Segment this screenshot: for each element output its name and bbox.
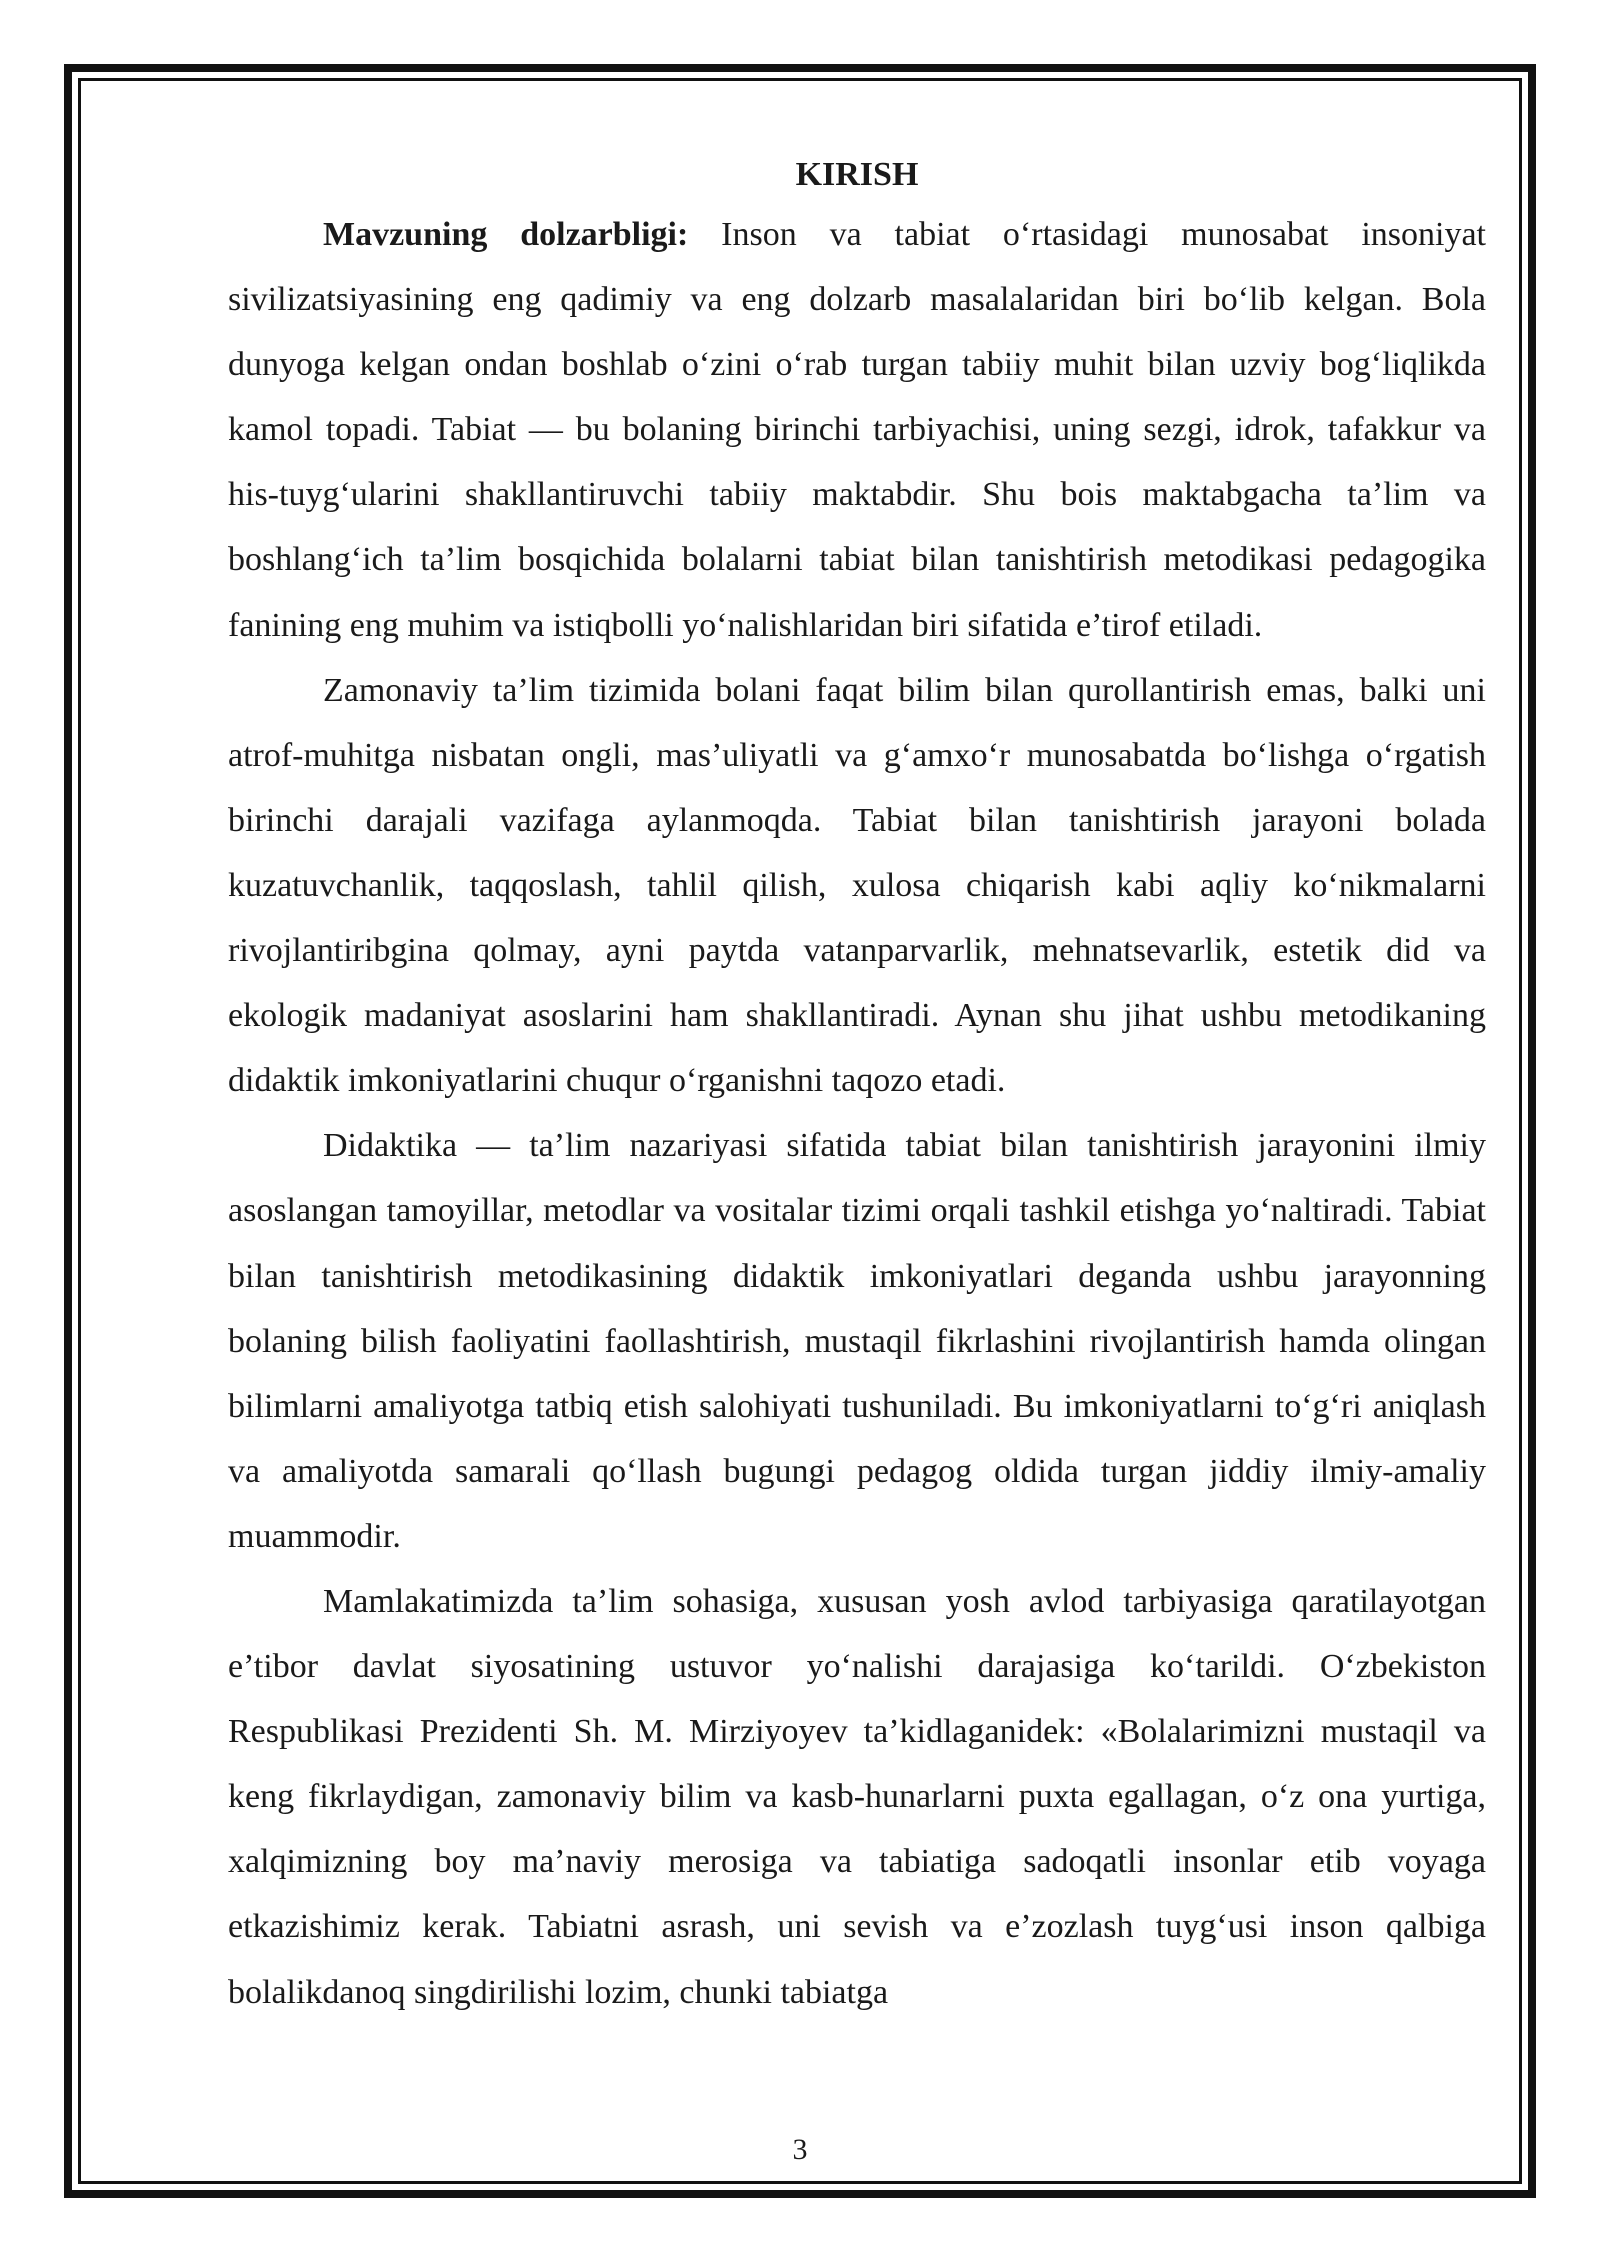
page-content (228, 148, 1486, 2025)
page-number: 3 (792, 2133, 808, 2166)
paragraph-didactics: Didaktika — ta’lim nazariyasi sifatida tabiat bilan tanishtirish jarayonini ilmiy asoslangan tamoyillar, metodlar va vositalar tizimi orqali tashkil etishga yo‘naltiradi. Tabiat bilan tanishtirish metodikasining didaktik imkoniyatlari deganda ushbu jarayonning bolaning bilish faoliyatini faollashtirish, mustaqil fikrlashini rivojlantirish hamda olingan bilimlarni amaliyotga tatbiq etish salohiyati tushuniladi. Bu imkoniyatlarni to‘g‘ri aniqlash va amaliyotda samarali qo‘llash bugungi pedagog oldida turgan jiddiy ilmiy-amaliy muammodir. (228, 1127, 1486, 1555)
section-title: KIRISH (795, 156, 919, 193)
paragraph-modern-education: Zamonaviy ta’lim tizimida bolani faqat bilim bilan qurollantirish emas, balki uni atrof-muhitga nisbatan ongli, mas’uliyatli va g‘amxo‘r munosabatda bo‘lishga o‘rgatish birinchi darajali vazifaga aylanmoqda. Tabiat bilan tanishtirish jarayoni bolada kuzatuvchanlik, taqqoslash, tahlil qilish, xulosa chiqarish kabi aqliy ko‘nikmalarni rivojlantiribgina qolmay, ayni paytda vatanparvarlik, mehnatsevarlik, estetik did va ekologik madaniyat asoslarini ham shakllantiradi. Aynan shu jihat ushbu metodikaning didaktik imkoniyatlarini chuqur o‘rganishni taqozo etadi. (228, 671, 1486, 1100)
paragraph-state-policy: Mamlakatimizda ta’lim sohasiga, xususan yosh avlod tarbiyasiga qaratilayotgan e’tibor davlat siyosatining ustuvor yo‘nalishi darajasiga ko‘tarildi. O‘zbekiston Respublikasi Prezidenti Sh. M. Mirziyoyev ta’kidlaganidek: «Bolalarimizni mustaqil va keng fikrlaydigan, zamonaviy bilim va kasb-hunarlarni puxta egallagan, o‘z ona yurtiga, xalqimizning boy ma’naviy merosiga va tabiatiga sadoqatli insonlar etib voyaga etkazishimiz kerak. Tabiatni asrash, uni sevish va e’zozlash tuyg‘usi inson qalbiga bolalikdanoq singdirilishi lozim, chunki tabiatga (228, 1582, 1486, 2011)
paragraph-lead: Mavzuning dolzarbligi: (323, 216, 689, 253)
paragraph-relevance (228, 202, 1486, 658)
paragraph-text: Inson va tabiat o‘rtasidagi munosabat insoniyat sivilizatsiyasining eng qadimiy va eng dolzarb masalalaridan biri bo‘lib kelgan. Bola dunyoga kelgan ondan boshlab o‘zini o‘rab turgan tabiiy muhit bilan uzviy bog‘liqlikda kamol topadi. Tabiat — bu bolaning birinchi tarbiyachisi, uning sezgi, idrok, tafakkur va his-tuyg‘ularini shakllantiruvchi tabiiy maktabdir. Shu bois maktabgacha ta’lim va boshlang‘ich ta’lim bosqichida bolalarni tabiat bilan tanishtirish metodikasi pedagogika fanining eng muhim va istiqbolli yo‘nalishlaridan biri sifatida e’tirof etiladi. (228, 216, 1486, 644)
